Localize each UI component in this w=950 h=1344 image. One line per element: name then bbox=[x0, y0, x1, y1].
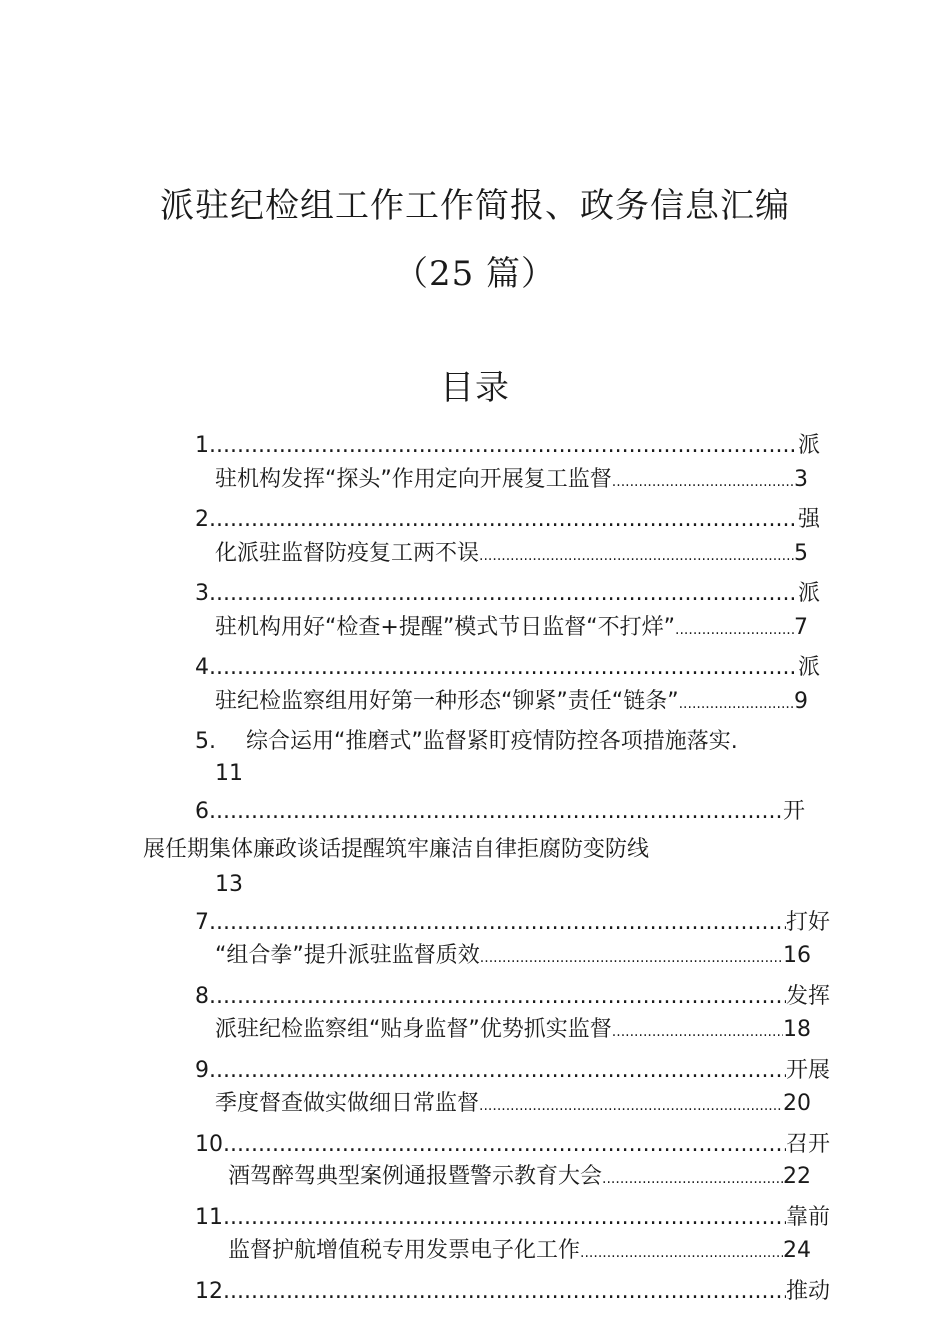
toc-entry-2-line1[interactable] bbox=[195, 505, 820, 535]
toc-entry-10-line1[interactable] bbox=[195, 1130, 830, 1160]
document-subtitle: （25 篇） bbox=[393, 254, 557, 294]
toc-entry-number: 8 bbox=[195, 984, 209, 1009]
toc-entry-title-rest: 季度督查做实做细日常监督 bbox=[215, 1091, 480, 1116]
toc-entry-5-page: 11 bbox=[215, 761, 243, 786]
toc-entry-number: 6 bbox=[195, 799, 209, 824]
toc-leader-dots bbox=[612, 1015, 783, 1047]
toc-entry-1-line2[interactable] bbox=[215, 465, 808, 495]
toc-leader-dots bbox=[675, 613, 794, 645]
toc-entry-title-rest: 派驻纪检监察组“贴身监督”优势抓实监督 bbox=[215, 1017, 612, 1042]
toc-entry-title-start: 召开 bbox=[785, 1132, 830, 1157]
toc-entry-6-line1[interactable] bbox=[195, 797, 805, 827]
toc-entry-number: 5. bbox=[195, 729, 216, 754]
toc-leader-dots bbox=[223, 1130, 786, 1160]
toc-entry-number: 2 bbox=[195, 507, 209, 532]
toc-entry-1-line1[interactable] bbox=[195, 431, 820, 461]
toc-leader-dots bbox=[479, 1089, 783, 1121]
toc-entry-title-rest: 化派驻监督防疫复工两不误 bbox=[215, 541, 480, 566]
toc-entry-title-start: 打好 bbox=[785, 910, 830, 935]
toc-entry-number: 1 bbox=[195, 433, 209, 458]
toc-entry-title-start: 派 bbox=[797, 581, 820, 606]
toc-leader-dots bbox=[209, 431, 798, 461]
toc-entry-title-start: 开 bbox=[782, 799, 805, 824]
toc-entry-12-line1[interactable] bbox=[195, 1277, 830, 1307]
toc-entry-title-start: 开展 bbox=[785, 1058, 830, 1083]
toc-entry-11-line1[interactable] bbox=[195, 1203, 830, 1233]
toc-entry-6-page: 13 bbox=[215, 872, 243, 897]
document-title: 派驻纪检组工作工作简报、政务信息汇编 bbox=[160, 186, 790, 226]
toc-entry-number: 7 bbox=[195, 910, 209, 935]
toc-entry-7-line1[interactable] bbox=[195, 908, 830, 938]
toc-entry-title-start: 靠前 bbox=[785, 1205, 830, 1230]
toc-leader-dots bbox=[479, 539, 794, 571]
toc-entry-page: 7 bbox=[794, 615, 808, 640]
toc-entry-title-start: 发挥 bbox=[785, 984, 830, 1009]
toc-entry-title-rest: 驻纪检监察组用好第一种形态“铆紧”责任“链条” bbox=[215, 689, 679, 714]
toc-entry-10-line2[interactable] bbox=[228, 1162, 811, 1192]
toc-entry-9-line1[interactable] bbox=[195, 1056, 830, 1086]
toc-entry-4-line1[interactable] bbox=[195, 653, 820, 683]
toc-entry-page: 3 bbox=[794, 467, 808, 492]
toc-entry-title-rest: 驻机构发挥“探头”作用定向开展复工监督 bbox=[215, 467, 612, 492]
toc-entry-title-rest: 驻机构用好“检查+提醒”模式节日监督“不打烊” bbox=[215, 615, 676, 640]
toc-entry-9-line2[interactable] bbox=[215, 1089, 811, 1119]
toc-entry-title-start: 派 bbox=[797, 655, 820, 680]
toc-leader-dots bbox=[209, 797, 783, 827]
toc-entry-title-start: 推动 bbox=[785, 1279, 830, 1304]
toc-leader-dots bbox=[223, 1203, 786, 1233]
toc-entry-page: 18 bbox=[783, 1017, 811, 1042]
toc-entry-title-rest: “组合拳”提升派驻监督质效 bbox=[215, 943, 480, 968]
toc-entry-8-line2[interactable] bbox=[215, 1015, 811, 1045]
toc-leader-dots bbox=[209, 579, 798, 609]
toc-leader-dots bbox=[209, 908, 786, 938]
toc-entry-number: 4 bbox=[195, 655, 209, 680]
toc-leader-dots bbox=[679, 687, 794, 719]
toc-entry-3-line1[interactable] bbox=[195, 579, 820, 609]
toc-entry-3-line2[interactable] bbox=[215, 613, 808, 643]
toc-leader-dots bbox=[612, 465, 794, 497]
toc-entry-page: 16 bbox=[783, 943, 811, 968]
toc-heading: 目录 bbox=[440, 368, 510, 408]
toc-entry-number: 10 bbox=[195, 1132, 223, 1157]
toc-entry-page: 9 bbox=[794, 689, 808, 714]
toc-entry-5-line1[interactable] bbox=[195, 727, 738, 757]
toc-entry-number: 9 bbox=[195, 1058, 209, 1083]
toc-entry-7-line2[interactable] bbox=[215, 941, 811, 971]
toc-entry-11-line2[interactable] bbox=[228, 1236, 811, 1266]
toc-entry-number: 12 bbox=[195, 1279, 223, 1304]
toc-entry-title-rest: 酒驾醉驾典型案例通报暨警示教育大会 bbox=[228, 1164, 603, 1189]
toc-entry-title-start: 强 bbox=[797, 507, 820, 532]
toc-entry-title-rest: 监督护航增值税专用发票电子化工作 bbox=[228, 1238, 581, 1263]
toc-leader-dots bbox=[602, 1162, 783, 1194]
toc-entry-number: 11 bbox=[195, 1205, 223, 1230]
toc-entry-6-line2: 展任期集体廉政谈话提醒筑牢廉洁自律拒腐防变防线 bbox=[143, 837, 650, 862]
toc-leader-dots bbox=[480, 941, 783, 973]
toc-entry-8-line1[interactable] bbox=[195, 982, 830, 1012]
toc-entry-page: 5 bbox=[794, 541, 808, 566]
toc-leader-dots bbox=[209, 1056, 786, 1086]
toc-leader-dots bbox=[209, 653, 798, 683]
toc-leader-dots bbox=[209, 505, 798, 535]
toc-entry-4-line2[interactable] bbox=[215, 687, 808, 717]
toc-entry-page: 20 bbox=[783, 1091, 811, 1116]
toc-entry-page: 22 bbox=[783, 1164, 811, 1189]
toc-leader-dots bbox=[580, 1236, 783, 1268]
toc-leader-dots bbox=[209, 982, 786, 1012]
toc-entry-number: 3 bbox=[195, 581, 209, 606]
toc-entry-2-line2[interactable] bbox=[215, 539, 808, 569]
toc-entry-title: 综合运用“推磨式”监督紧盯疫情防控各项措施落实. bbox=[246, 729, 738, 754]
toc-entry-title-start: 派 bbox=[797, 433, 820, 458]
toc-entry-page: 24 bbox=[783, 1238, 811, 1263]
toc-leader-dots bbox=[223, 1277, 786, 1307]
